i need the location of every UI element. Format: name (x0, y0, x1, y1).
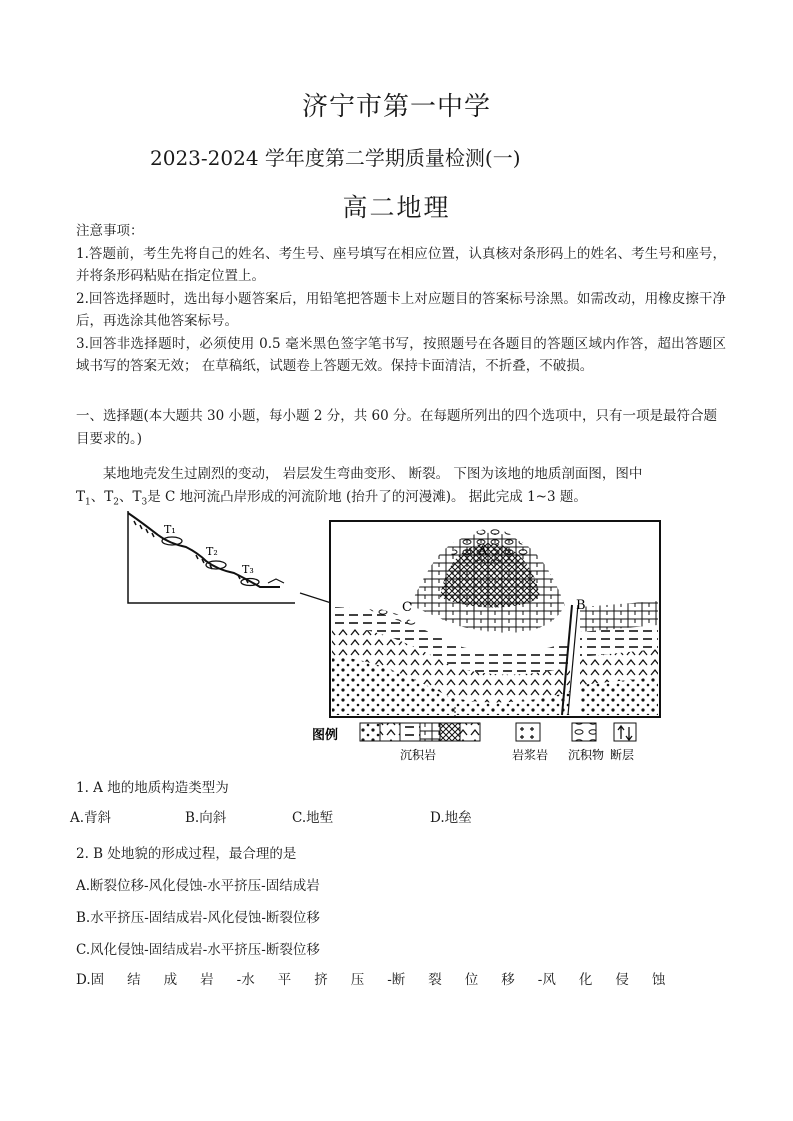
label-t3: T₃ (242, 563, 254, 576)
question-1-stem: 1. A 地的地质构造类型为 (76, 780, 229, 796)
note-item: 1.答题前，考生先将自己的姓名、考生号、座号填写在相应位置，认真核对条形码上的姓名、考生号和座号，并将条形码粘贴在指定位置上。 (76, 245, 726, 284)
intro-line1: 某地地壳发生过剧烈的变动， 岩层发生弯曲变形、 断裂。 下图为该地的地质剖面图，图中 (103, 466, 643, 482)
label-t2: T₂ (206, 545, 218, 558)
notes-block (76, 220, 726, 378)
subject-title: 高二地理 (342, 193, 451, 222)
cross-section (330, 521, 660, 717)
terrace-profile (128, 511, 295, 603)
option-b[interactable]: B.向斜 (185, 810, 227, 826)
option-d[interactable]: D.地垒 (430, 810, 472, 826)
q2-option-c[interactable]: C.风化侵蚀-固结成岩-水平挤压-断裂位移 (76, 942, 320, 958)
note-item: 2.回答选择题时，选出每小题答案后，用铅笔把答题卡上对应题目的答案标号涂黑。如需改动，用橡皮擦干净后，再选涂其他答案标号。 (76, 290, 726, 329)
legend-sed: 沉积岩 (400, 748, 437, 762)
legend-dep: 沉积物 (568, 748, 605, 762)
legend-mag: 岩浆岩 (512, 748, 549, 762)
option-c[interactable]: C.地堑 (292, 810, 334, 826)
notes-heading: 注意事项： (76, 223, 144, 239)
option-a[interactable]: A.背斜 (70, 810, 112, 826)
note-item: 3.回答非选择题时，必须使用 0.5 毫米黑色签字笔书写，按照题号在各题目的答题区域内作答，超出答题区域书写的答案无效； 在草稿纸，试题卷上答题无效。保持卡面清洁，不折叠，不破损。 (76, 335, 726, 374)
exam-title: 2023-2024 学年度第二学期质量检测(一) (150, 146, 521, 170)
section-title: 一、选择题(本大题共 30 小题，每小题 2 分，共 60 分。在每题所列出的四个选项中，只有一项是最符合题目要求的。) (76, 408, 717, 447)
label-c: C (402, 600, 412, 615)
q2-option-a[interactable]: A.断裂位移-风化侵蚀-水平挤压-固结成岩 (76, 878, 320, 894)
geologic-section-figure (110, 507, 670, 767)
section-heading (76, 405, 726, 450)
label-a: A (478, 544, 488, 559)
question-2-stem: 2. B 处地貌的形成过程，最合理的是 (76, 846, 297, 862)
label-b: B (576, 598, 586, 613)
legend-title: 图例 (312, 728, 339, 743)
school-title: 济宁市第一中学 (301, 92, 491, 122)
label-t1: T₁ (164, 523, 176, 536)
legend-fault: 断层 (610, 748, 635, 762)
intro-line2: $T_1$、$T_2$、$T_3$是 C 地河流凸岸形成的河流阶地 (抬升了的河漫滩)。 据此完成 1~3 题。 (76, 488, 587, 508)
q2-option-b[interactable]: B.水平挤压-固结成岩-风化侵蚀-断裂位移 (76, 910, 320, 926)
legend (312, 723, 636, 762)
q2-option-d[interactable]: D.固 结 成 岩 -水 平 挤 压 -断 裂 位 移 -风 化 侵 蚀 (76, 972, 666, 988)
